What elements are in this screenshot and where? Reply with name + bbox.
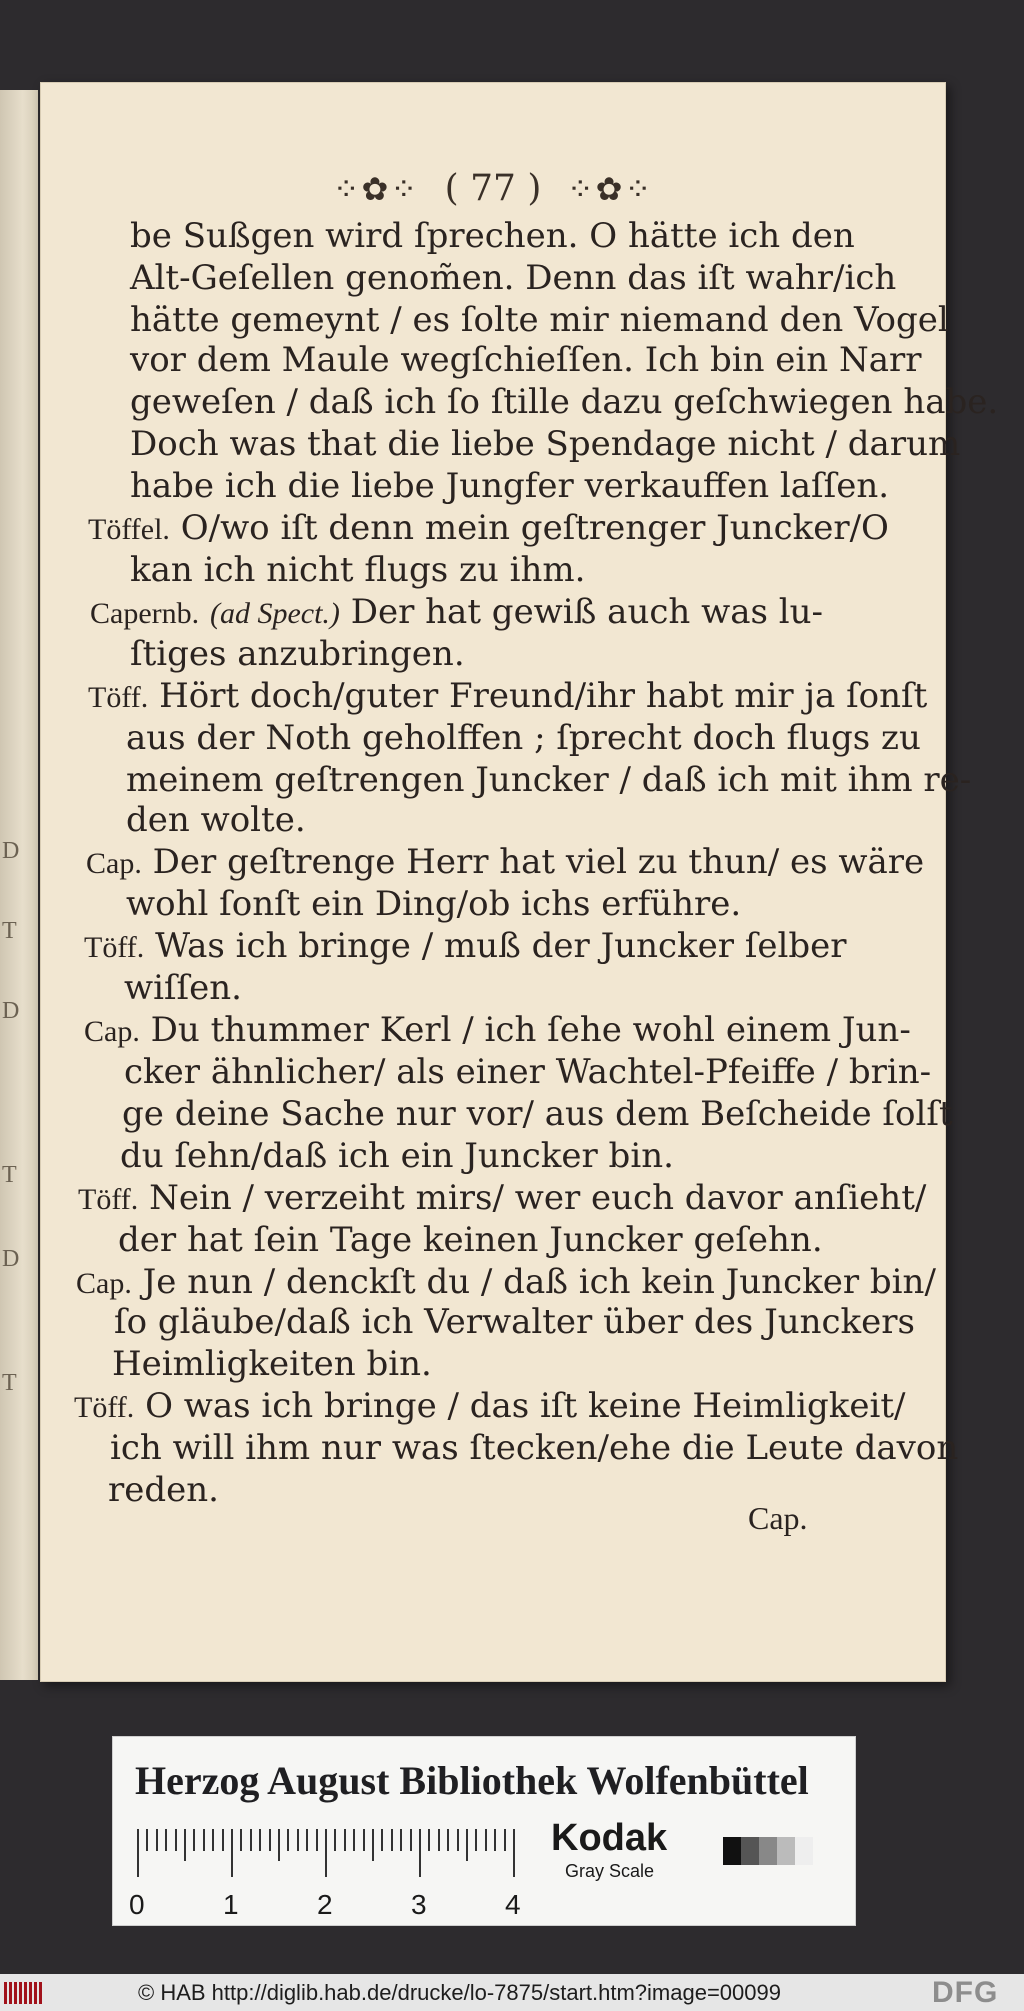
- ruler-tick: [184, 1829, 186, 1861]
- text-line: [130, 300, 949, 340]
- ruler-number: 2: [317, 1889, 333, 1920]
- line-text: Du thummer Kerl / ich ſehe wohl einem Jun-: [150, 1010, 911, 1050]
- line-text: Was ich bringe / muß der Juncker ſelber: [155, 926, 847, 966]
- ruler-tick: [316, 1829, 318, 1851]
- stage-direction: (ad Spect.): [209, 597, 340, 630]
- speaker-name: Töff.: [88, 681, 149, 714]
- text-line: [84, 1010, 911, 1052]
- margin-letter: T: [2, 1370, 17, 1396]
- text-line: [114, 1302, 915, 1342]
- ruler-tick: [175, 1829, 177, 1851]
- gray-scale-label: Gray Scale: [565, 1861, 655, 1881]
- ruler-tick: [372, 1829, 374, 1861]
- text-line: [122, 1094, 953, 1134]
- line-text: meinem geſtrengen Juncker / daß ich mit ihm re-: [126, 760, 972, 800]
- calibration-card: [112, 1736, 856, 1926]
- line-text: du ſehn/daß ich ein Juncker bin.: [120, 1136, 674, 1176]
- text-line: [126, 884, 741, 924]
- line-text: der hat ſein Tage keinen Juncker geſehn.: [118, 1220, 823, 1260]
- line-text: vor dem Maule wegſchieſſen. Ich bin ein Narr: [130, 340, 922, 380]
- ruler-tick: [212, 1829, 214, 1851]
- text-line: [88, 508, 889, 550]
- speaker-name: Capernb.: [90, 597, 200, 630]
- text-line: [130, 216, 855, 256]
- ruler-tick: [287, 1829, 289, 1851]
- line-text: O/wo iſt denn mein geſtrenger Juncker/O: [180, 508, 889, 548]
- ruler-tick: [400, 1829, 402, 1851]
- speaker-name: Töff.: [84, 931, 145, 964]
- line-text: aus der Noth geholffen ; ſprecht doch flugs zu: [126, 718, 921, 758]
- text-line: [130, 466, 889, 506]
- ruler-number: 1: [223, 1889, 239, 1920]
- ruler-tick: [250, 1829, 252, 1851]
- margin-letter: T: [2, 918, 17, 944]
- line-text: reden.: [108, 1470, 219, 1510]
- ruler-number: 4: [505, 1889, 521, 1920]
- line-text: be Sußgen wird ſprechen. O hätte ich den: [130, 216, 855, 256]
- ruler-tick: [447, 1829, 449, 1851]
- margin-letter: T: [2, 1162, 17, 1188]
- text-line: [74, 1386, 906, 1428]
- book-page: [40, 82, 999, 1682]
- ruler-tick: [419, 1829, 421, 1877]
- ruler-tick: [438, 1829, 440, 1851]
- ruler-tick: [193, 1829, 195, 1851]
- ruler-tick: [391, 1829, 393, 1851]
- line-text: Nein / verzeiht mirs/ wer euch davor anſieht/: [149, 1178, 927, 1218]
- text-line: [130, 382, 998, 422]
- speaker-name: Cap.: [76, 1267, 132, 1300]
- ruler-tick: [259, 1829, 261, 1851]
- text-line: [130, 634, 465, 674]
- footer-bar: [0, 1974, 1024, 2011]
- dfg-logo: DFG: [932, 1976, 999, 2009]
- ruler-tick: [494, 1829, 496, 1851]
- text-line: [112, 1344, 432, 1384]
- line-text: ge deine Sache nur vor/ aus dem Beſcheide ſolſt: [122, 1094, 953, 1134]
- line-text: Hört doch/guter Freund/ihr habt mir ja ſonſt: [159, 676, 928, 716]
- footer-source-link[interactable]: © HAB http://diglib.hab.de/drucke/lo-7875/start.htm?image=00099: [138, 1980, 781, 2005]
- ruler-tick: [240, 1829, 242, 1851]
- text-line: [76, 1262, 936, 1304]
- ruler-tick: [297, 1829, 299, 1851]
- line-text: ſtiges anzubringen.: [130, 634, 465, 674]
- line-text: habe ich die liebe Jungfer verkauffen laſſen.: [130, 466, 890, 506]
- ruler-tick: [485, 1829, 487, 1851]
- line-text: Alt-Geſellen genom̃en. Denn das iſt wahr/ich: [130, 258, 897, 298]
- text-line: [88, 676, 927, 718]
- text-line: [130, 424, 960, 464]
- line-text: Der geſtrenge Herr hat viel zu thun/ es wäre: [152, 842, 925, 882]
- margin-letter: D: [2, 1246, 20, 1272]
- page-number: ( 77 ): [444, 168, 542, 209]
- text-line: [126, 718, 921, 758]
- ruler-tick: [222, 1829, 224, 1851]
- speaker-name: Töffel.: [88, 513, 170, 546]
- ruler-tick: [334, 1829, 336, 1851]
- ruler-tick: [278, 1829, 280, 1861]
- page-header: [40, 168, 946, 209]
- ruler-tick: [475, 1829, 477, 1851]
- kodak-logo: Kodak: [551, 1817, 668, 1859]
- ruler-tick: [466, 1829, 468, 1861]
- line-text: Je nun / denckſt du / daß ich kein Juncker bin/: [142, 1262, 936, 1302]
- ruler-tick: [344, 1829, 346, 1851]
- line-text: hätte gemeynt / es ſolte mir niemand den Vogel: [130, 300, 949, 340]
- speaker-name: Töff.: [74, 1391, 135, 1424]
- ruler-tick: [306, 1829, 308, 1851]
- line-text: O was ich bringe / das iſt keine Heimligkeit/: [145, 1386, 906, 1426]
- ruler-tick: [410, 1829, 412, 1851]
- text-line: [124, 1052, 931, 1092]
- ornament-right-icon: ⁘✿⁘: [566, 170, 654, 208]
- gray-scale-swatch: [723, 1837, 813, 1865]
- text-line: [84, 926, 847, 968]
- margin-letter: D: [2, 838, 20, 864]
- text-line: [118, 1220, 823, 1260]
- text-line: [126, 760, 971, 800]
- ruler-tick: [269, 1829, 271, 1851]
- ruler-tick: [325, 1829, 327, 1877]
- left-page-edge: [0, 90, 38, 1680]
- text-line: [90, 592, 823, 634]
- ruler-number: 3: [411, 1889, 427, 1920]
- line-text: geweſen / daß ich ſo ſtille dazu geſchwiegen habe.: [130, 382, 999, 422]
- text-line: [120, 1136, 674, 1176]
- line-text: ſo gläube/daß ich Verwalter über des Junckers: [114, 1302, 915, 1342]
- ruler-tick: [457, 1829, 459, 1851]
- text-line: [124, 968, 242, 1008]
- speaker-name: Cap.: [86, 847, 142, 880]
- ruler-tick: [156, 1829, 158, 1851]
- hab-logo-icon: [4, 1982, 48, 2004]
- ruler-tick: [428, 1829, 430, 1851]
- line-text: ich will ihm nur was ſtecken/ehe die Leute davon: [110, 1428, 959, 1468]
- ruler-tick: [363, 1829, 365, 1851]
- ruler-tick: [381, 1829, 383, 1851]
- text-line: [130, 258, 896, 298]
- ruler-tick: [231, 1829, 233, 1877]
- ruler-tick: [203, 1829, 205, 1851]
- line-text: den wolte.: [126, 800, 306, 840]
- line-text: Heimligkeiten bin.: [112, 1344, 432, 1384]
- text-line: [108, 1470, 219, 1510]
- line-text: wohl ſonſt ein Ding/ob ichs erführe.: [126, 884, 742, 924]
- margin-letter: D: [2, 998, 20, 1024]
- catchword: Cap.: [748, 1500, 808, 1536]
- ruler-tick: [146, 1829, 148, 1851]
- ruler-number: 0: [129, 1889, 145, 1920]
- line-text: Der hat gewiß auch was lu-: [350, 592, 823, 632]
- speaker-name: Töff.: [78, 1183, 139, 1216]
- ruler-tick: [353, 1829, 355, 1851]
- ruler-tick: [504, 1829, 506, 1851]
- ruler-tick: [165, 1829, 167, 1851]
- ruler-tick: [137, 1829, 139, 1877]
- text-line: [126, 800, 306, 840]
- text-line: [86, 842, 924, 884]
- library-name: Herzog August Bibliothek Wolfenbüttel: [135, 1758, 809, 1803]
- speaker-name: Cap.: [84, 1015, 140, 1048]
- line-text: wiſſen.: [124, 968, 242, 1008]
- line-text: cker ähnlicher/ als einer Wachtel-Pfeiffe / brin-: [124, 1052, 932, 1092]
- text-line: [130, 340, 922, 380]
- text-line: [110, 1428, 958, 1468]
- text-line: [130, 550, 585, 590]
- line-text: kan ich nicht flugs zu ihm.: [130, 550, 586, 590]
- ornament-left-icon: ⁘✿⁘: [332, 170, 420, 208]
- text-line: [78, 1178, 926, 1220]
- ruler-tick: [513, 1829, 515, 1877]
- line-text: Doch was that die liebe Spendage nicht / darum: [130, 424, 961, 464]
